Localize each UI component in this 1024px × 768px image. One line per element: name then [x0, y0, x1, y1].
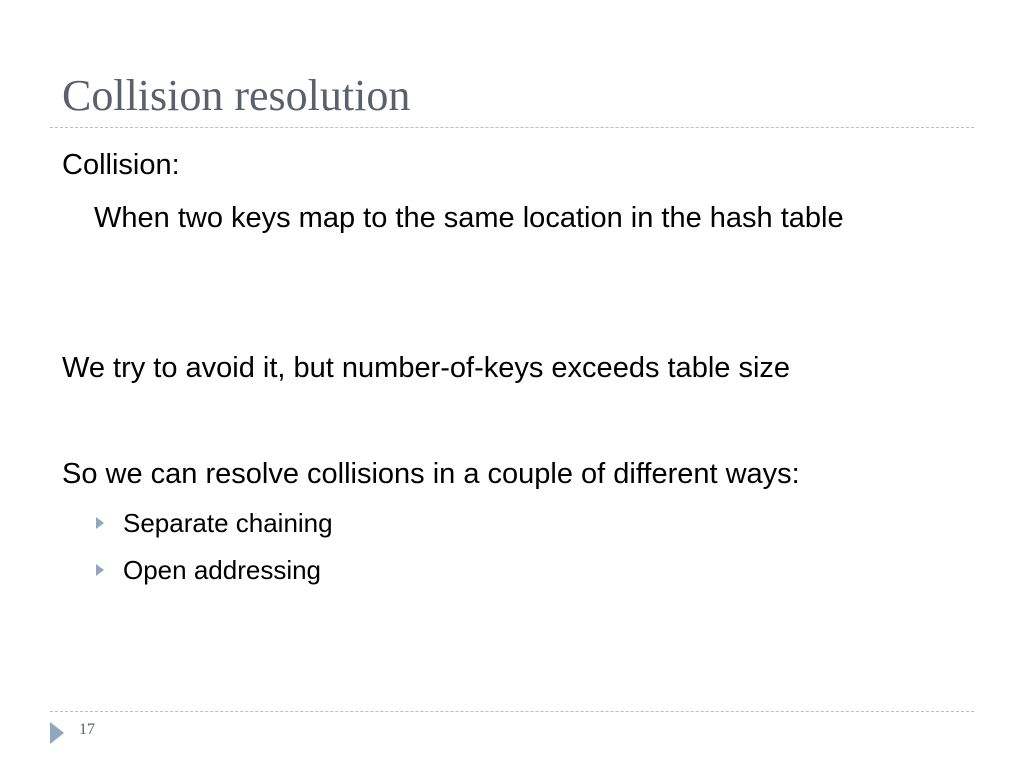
footer-divider: [50, 711, 974, 712]
bullet-label: Separate chaining: [123, 508, 333, 538]
resolve-statement: So we can resolve collisions in a couple of different ways:: [62, 458, 800, 490]
bullet-item-separate-chaining: [96, 506, 333, 540]
triangle-bullet-icon: [96, 517, 104, 529]
footer-triangle-icon: [50, 722, 64, 744]
title-divider: [50, 127, 974, 128]
avoid-statement: We try to avoid it, but number-of-keys exceeds table size: [62, 352, 791, 384]
slide-number: 17: [79, 721, 95, 738]
collision-label: Collision:: [62, 149, 180, 181]
triangle-bullet-icon: [96, 564, 104, 576]
bullet-label: Open addressing: [123, 555, 322, 585]
collision-definition: When two keys map to the same location in the hash table: [94, 202, 844, 234]
bullet-item-open-addressing: [96, 553, 321, 587]
slide-title: Collision resolution: [62, 71, 411, 120]
